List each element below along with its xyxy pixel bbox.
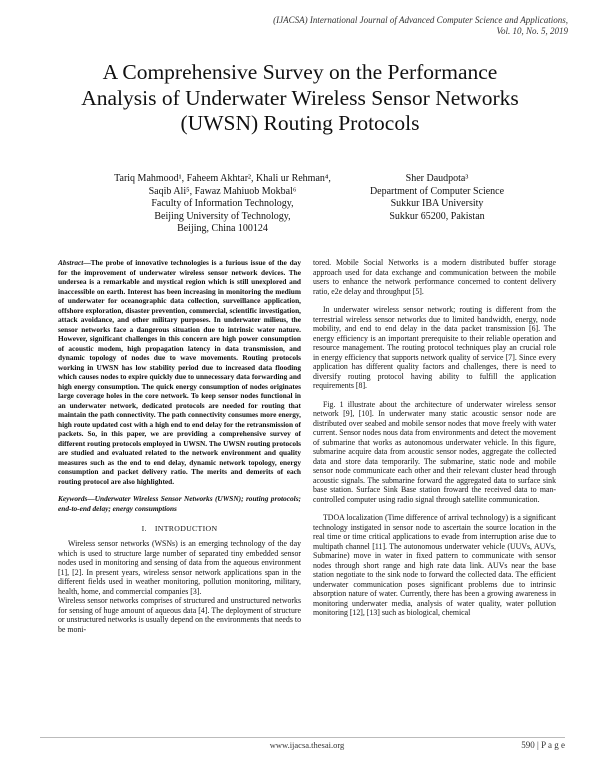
section-heading-introduction: I. INTRODUCTION (141, 524, 218, 533)
abstract-text: —The probe of innovative technologies is a furious issue of the day for the improvement of underwater wireless sensor network devices. The undersea is a remarkable and mystical region which is still unexplored and inaccessible on earth. Interest has been increasing in monitoring the medium of underwater for oceanographic data collection, surveillance application, offshore exploration, disaster prevention, commercial, scientific investigation, attack avoidance, and other military purposes. In underwater milieus, the sensor networks face a dangerous situation due to intrinsic water nature. However, significant challenges in this concern are high power consumption of acoustic modem, high propagation latency in data transmission, and dynamic topology of nodes due to wave movements. Routing protocols working in UWSN has low stability period due to increased data flooding which causes nodes to expire quickly due to unnecessary data forwarding and high energy consumption. The quick energy consumption of nodes originates large coverage holes in the core network. To keep sensor nodes functional in an underwater network, dedicated protocols are needed for routing that maintain the path connectivity. The path connectivity consumes more energy, high route updated cost with a high end to end delay for the retransmission of packets. So, in this paper, we are providing a comprehensive survey of different routing protocols employed in UWSN. The UWSN routing protocols are studied and evaluated related to the network environment and quality measures such as the end to end delay, dynamic network topology, energy consumption and packet delivery ratio. The merits and demerits of each routing protocol are also highlighted. (58, 258, 301, 486)
abstract-label: Abstract (58, 258, 84, 267)
footer-website: www.ijacsa.thesai.org (269, 740, 345, 750)
paper-title (40, 60, 560, 137)
title-line-1: A Comprehensive Survey on the Performance (102, 60, 498, 84)
body-paragraph-2: In underwater wireless sensor network; routing is different from the terrestrial wireless sensor networks due to limited bandwidth, energy, node mobility, and end to end delay in the data packet transmission [6]. The energy efficiency is an important prerequisite to their reliable operation and resource management. The routing protocol techniques play an crucial role in energy efficiency that supports network quality of service [7]. Since every application has different quality factors and challenges, there is need to diversify routing protocol having ability to fulfill the application requirements [8]. (313, 305, 556, 390)
author-affiliation-1: Department of Computer Science (369, 185, 505, 197)
intro-paragraph-1: Wireless sensor networks (WSNs) is an emerging technology of the day which is used to structure large number of separated tiny embedded sensor nodes used in monitoring and sensing of data from the aqueous environment [1], [2]. In present years, wireless sensor network applications span in the different fields used in weather monitoring, pollution monitoring, military, health, home, and commercial companies [3]. (58, 539, 301, 596)
body-paragraph-3: Fig. 1 illustrate about the architecture of underwater wireless sensor network [9], [10]. In underwater many static acoustic sensor node are distributed over seabed and mobile sensor nodes that move freely with water current. Sensor nodes nous data from environments and detect the movement of submarine that works as autonomous underwater vehicle. In this figure, submarine acquire data from acoustic sensor nodes, aggregate the collected data and store data temporarily. The submarine, static node and mobile sensor node communicate each other and their relevant cluster head through acoustic signals. The submarine forward the aggregated data to surface sink base station. Surface Sink Base station froward the received data to man-controlled computer using radio signal through satellite communication. (313, 399, 556, 504)
abstract (58, 258, 301, 486)
intro-paragraph-2: Wireless sensor networks comprises of structured and unstructured networks for sensing of huge amount of aqueous data [4]. The deployment of structure or unstructured networks is usually depend on the environments that needs to be moni- (58, 596, 301, 634)
title-line-2: Analysis of Underwater Wireless Sensor Networks (81, 85, 519, 110)
author-affiliation-3: Beijing, China 100124 (177, 223, 268, 234)
journal-line-1: (IJACSA) International Journal of Advanced Computer Science and Applications, (273, 15, 568, 25)
author-block-left (105, 173, 340, 236)
journal-header (148, 15, 568, 37)
author-names-1: Tariq Mahmood¹, Faheem Akhtar², Khali ur Rehman⁴, (114, 173, 331, 184)
author-affiliation-1: Faculty of Information Technology, (151, 198, 294, 209)
body-paragraph-1: tored. Mobile Social Networks is a modern distributed buffer storage approach used for data exchange and communication between the mobile users to enhance the network performance concerned to content delivery ratio, e2e delay and throughput [5]. (313, 258, 556, 296)
body-paragraph-4: TDOA localization (Time difference of arrival technology) is a significant technology instigated in sensor node to ascertain the source location in the real time or time critical applications to evade from interruption arise due to multipath channel [11]. The autonomous underwater vehicle (UUVs, AUVs, Submarine) move in water in fixed pattern to communicate with sensor nodes through short range and high rate data link. AUVs near the base station negotiate to the sink node to forward the collected data. The efficient underwater communication poses significant problems due to intrinsic absorption nature of water. Currently, there has been a growing awareness in monitoring underwater media, analysis of water quality, water pollution monitoring [12], [13] such as biological, chemical (313, 513, 556, 617)
author-name: Sher Daudpota³ (405, 173, 469, 184)
keywords: Keywords—Underwater Wireless Sensor Networks (UWSN); routing protocols; end-to-end delay; energy consumptions (58, 494, 301, 513)
author-affiliation-2: Beijing University of Technology, (154, 210, 291, 222)
left-column (58, 258, 301, 634)
right-column (313, 258, 556, 618)
author-names-2: Saqib Ali⁵, Fawaz Mahiuob Mokbal⁶ (148, 185, 297, 197)
author-affiliation-3: Sukkur 65200, Pakistan (389, 210, 485, 222)
author-affiliation-2: Sukkur IBA University (390, 198, 484, 209)
footer-page-number: 590 | P a g e (521, 740, 565, 750)
journal-line-2: Vol. 10, No. 5, 2019 (496, 26, 568, 36)
author-block-right (352, 173, 522, 223)
footer-divider (40, 737, 565, 738)
title-line-3: (UWSN) Routing Protocols (180, 111, 420, 135)
